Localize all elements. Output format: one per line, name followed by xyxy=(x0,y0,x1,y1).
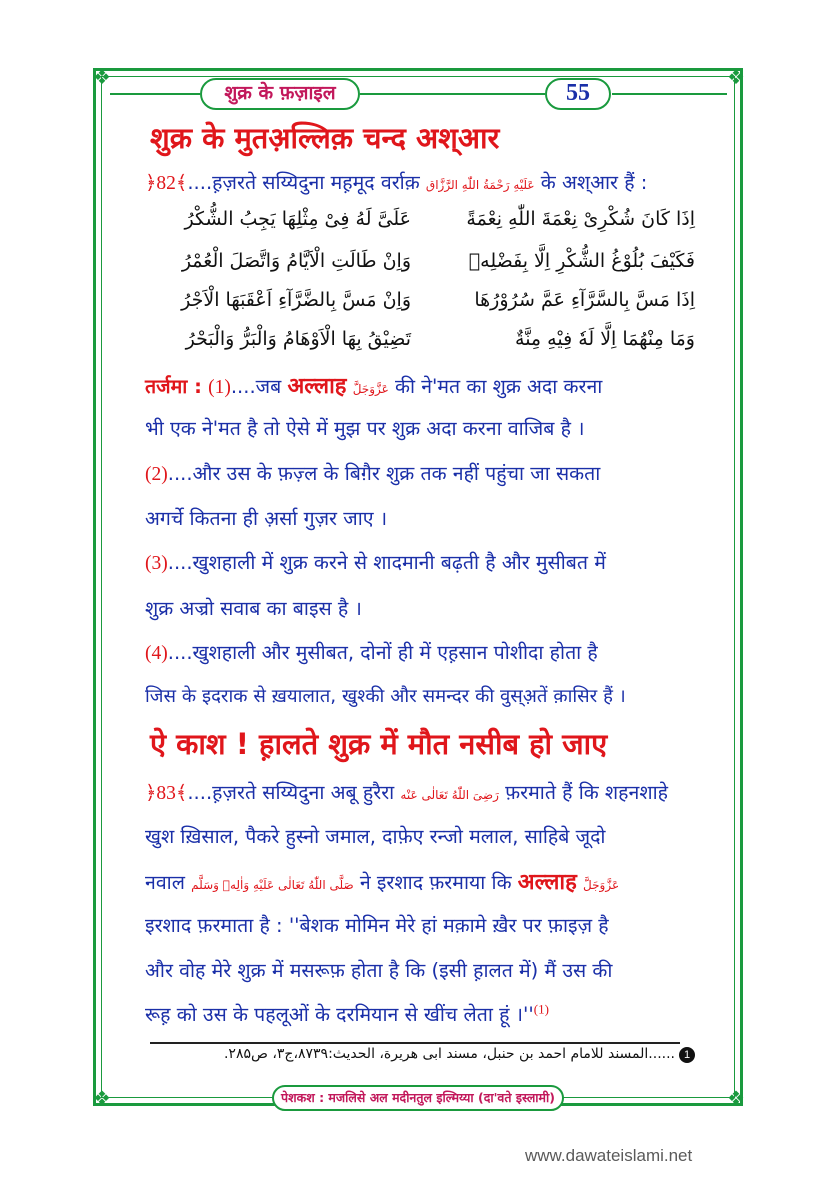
header-rule xyxy=(612,93,727,95)
corner-ornament-icon: ❖ xyxy=(93,1086,111,1110)
arabic-honorific: عَزَّوَجَلَّ xyxy=(352,382,389,396)
poem-verse-right: اِذَا كَانَ شُكْرِىْ نِعْمَةَ اللّٰهِ نِعْمَةً xyxy=(466,208,695,230)
header-rule xyxy=(110,93,200,95)
arabic-honorific: عَزَّوَجَلَّ xyxy=(583,878,620,892)
allah-calligraphy: अल्लाह xyxy=(287,374,347,399)
hadith-line-1 xyxy=(145,778,695,805)
hadith-number: ﴿83﴾ xyxy=(145,783,188,804)
footnote-ref: (1) xyxy=(533,1001,549,1017)
book-title-header: शुक्र के फ़ज़ाइल xyxy=(200,78,360,110)
footnote xyxy=(150,1046,695,1063)
poem-verse-left: وَاِنْ مَسَّ بِالضَّرَّآءِ اَعْقَبَهَا الْاَجْرُ xyxy=(181,289,411,311)
arabic-honorific: صَلَّى اللّٰهُ تَعَالٰى عَلَيْهِ وَاٰلِهٖ وَسَلَّم xyxy=(191,878,354,892)
hadith-line-4: इरशाद फ़रमाता है : ''बेशक मोमिन मेरे हां मक़ामे ख़ैर पर फ़ाइज़ है xyxy=(145,914,609,937)
translation-line-4: अगर्चे कितना ही अ़र्सा गुज़र जाए । xyxy=(145,507,388,530)
hadith-text: फ़रमाते हैं कि शहनशाहे xyxy=(498,781,669,804)
hadith-text: नवाल xyxy=(145,871,192,894)
corner-ornament-icon: ❖ xyxy=(727,65,745,89)
translation-line-2: भी एक ने'मत है तो ऐसे में मुझ पर शुक्र अदा करना वाजिब है । xyxy=(145,417,585,440)
footnote-text: ......المسند للامام احمد بن حنبل، مسند ابی هريرة، الحديث:۸۷۳۹،ج۳، ص۲۸۵. xyxy=(223,1046,675,1062)
hadith-text: ....ह़ज़रते सय्यिदुना अबू हुरैरा xyxy=(187,781,401,804)
website-watermark: www.dawateislami.net xyxy=(525,1146,693,1165)
publisher-footer: पेशकश : मजलिसे अल मदीनतुल इल्मिय्या (दा'वते इस्लामी) xyxy=(272,1085,564,1111)
poem-verse-left: عَلَىَّ لَهُ فِىْ مِثْلِهَا يَجِبُ الشُّكْرُ xyxy=(184,208,411,230)
hadith-text: रूह़ को उस के पहलूओं के दरमियान से खींच लेता हूं ।'' xyxy=(145,1003,534,1026)
intro-text-b: के अश्आर हैं : xyxy=(534,171,648,194)
footnote-rule xyxy=(150,1042,680,1044)
intro-line xyxy=(145,168,695,195)
translation-line-3 xyxy=(145,459,695,486)
translation-text: ....खुशहाली में शुक्र करने से शादमानी बढ़ती है और मुसीबत में xyxy=(167,551,606,574)
hadith-text: ने इरशाद फ़रमाया कि xyxy=(353,871,518,894)
translation-line-8: जिस के इदराक से ख़याला‍त, खुश्की और समन्दर की वुस्अ़तें क़ासिर हैं । xyxy=(145,686,626,707)
verse-number: (4) xyxy=(145,643,168,664)
page-number: 55 xyxy=(545,78,611,110)
translation-text: ....खुशहाली और मुसीबत, दोनों ही में एह़सान पोशीदा होता है xyxy=(167,641,598,664)
footnote-badge: 1 xyxy=(679,1047,695,1063)
hadith-line-3 xyxy=(145,866,695,896)
hadith-number: ﴿82﴾ xyxy=(145,173,188,194)
section-heading: ऐ काश ! ह़ालते शुक्र में मौत नसीब हो जाए xyxy=(150,727,608,761)
translation-text: की ने'मत का शुक्र अदा करना xyxy=(388,375,603,398)
arabic-honorific: رَضِىَ اللّٰهُ تَعَالٰى عَنْه xyxy=(400,788,499,802)
poem-verse-left: تَضِيْقُ بِهَا الْاَوْهَامُ وَالْبَرُّ وَالْبَحْرُ xyxy=(185,328,411,350)
translation-line-7 xyxy=(145,638,695,665)
hadith-line-2: खुश ख़िसाल, पैकरे हुस्नो जमाल, दाफ़ेए रन्जो मलाल, साहिबे जूदो xyxy=(145,825,606,848)
hadith-line-6 xyxy=(145,1000,695,1027)
allah-calligraphy: अल्लाह xyxy=(517,870,577,895)
section-heading: शुक्र के मुतअ़ल्लिक़ चन्द अश्आर xyxy=(150,121,500,155)
hadith-line-5: और वोह मेरे शुक्र में मसरूफ़ होता है कि (इसी ह़ालत में) मैं उस की xyxy=(145,959,613,982)
header-rule xyxy=(360,93,545,95)
translation-line-5 xyxy=(145,548,695,575)
translation-line-6: शुक्र अज्रो सवाब का बाइस है । xyxy=(145,597,362,620)
poem-verse-right: فَكَيْفَ بُلُوْغُ الشُّكْرِ اِلَّا بِفَضْلِهٖ xyxy=(468,250,695,272)
translation-text: ....और उस के फ़ज़्ल के बिग़ैर शुक्र तक नहीं पहुंचा जा सकता xyxy=(167,462,601,485)
intro-text-a: ....ह़ज़रते सय्यिदुना मह़मूद वर्राक़ xyxy=(187,171,426,194)
verse-number: (2) xyxy=(145,464,168,485)
translation-line-1 xyxy=(145,370,695,400)
verse-number: (1) xyxy=(208,377,231,398)
translation-text: ....जब xyxy=(230,375,288,398)
translation-label: तर्जमा : xyxy=(145,375,202,398)
verse-number: (3) xyxy=(145,553,168,574)
poem-verse-left: وَاِنْ طَالَتِ الْاَيَّامُ وَاتَّصَلَ الْعُمْرُ xyxy=(181,250,411,272)
arabic-honorific: عَلَيْهِ رَحْمَةُ اللّٰهِ الرَّزَّاق xyxy=(425,178,535,192)
corner-ornament-icon: ❖ xyxy=(727,1086,745,1110)
poem-verse-right: اِذَا مَسَّ بِالسَّرَّآءِ عَمَّ سُرُوْرُهَا xyxy=(474,289,695,311)
poem-verse-right: وَمَا مِنْهُمَا اِلَّا لَهٗ فِيْهِ مِنَّةٌ xyxy=(515,328,695,350)
corner-ornament-icon: ❖ xyxy=(93,65,111,89)
